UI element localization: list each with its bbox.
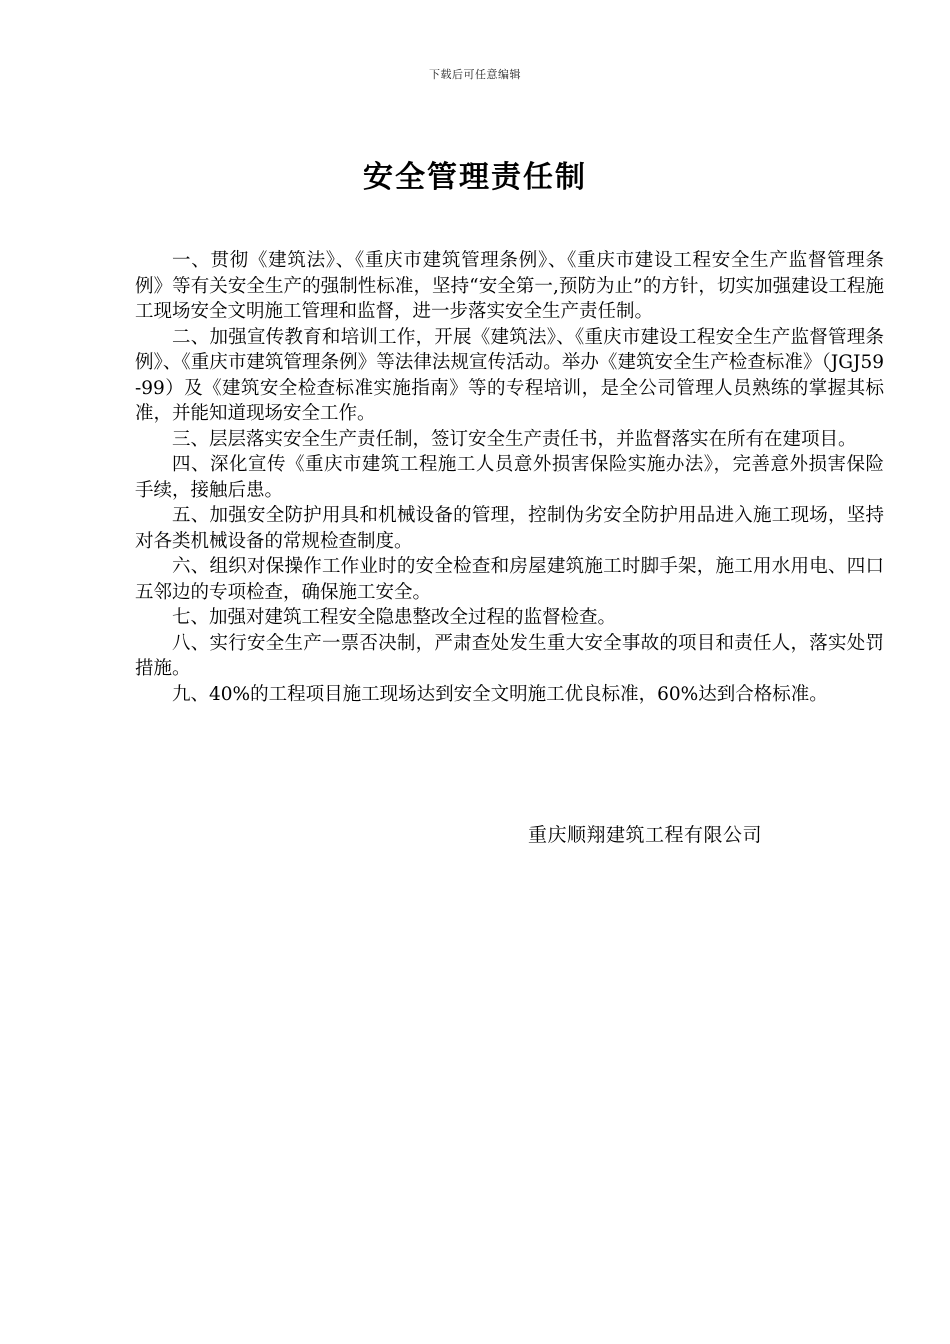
paragraph-7: 七、加强对建筑工程安全隐患整改全过程的监督检查。 — [172, 607, 617, 628]
document-body — [135, 248, 884, 707]
header-note: 下载后可任意编辑 — [429, 68, 521, 81]
paragraph-5: 五、加强安全防护用具和机械设备的管理，控制伪劣安全防护用品进入施工现场，坚持对各类机械设备的常规检查制度。 — [135, 505, 884, 552]
company-signature: 重庆顺翔建筑工程有限公司 — [528, 824, 763, 846]
paragraph-2: 二、加强宣传教育和培训工作，开展《建筑法》、《重庆市建设工程安全生产监督管理条例》、《重庆市建筑管理条例》等法律法规宣传活动。举办《建筑安全生产检查标准》（JGJ59-99）及《建筑安全检查标准实施指南》等的专程培训，是全公司管理人员熟练的掌握其标准，并能知道现场安全工作。 — [135, 326, 884, 424]
paragraph-1: 一、贯彻《建筑法》、《重庆市建筑管理条例》、《重庆市建设工程安全生产监督管理条例》等有关安全生产的强制性标准，坚持“安全第一,预防为止”的方针，切实加强建设工程施工现场安全文明施工管理和监督，进一步落实安全生产责任制。 — [135, 250, 884, 322]
paragraph-4: 四、深化宣传《重庆市建筑工程施工人员意外损害保险实施办法》，完善意外损害保险手续，接触后患。 — [135, 454, 884, 501]
paragraph-3: 三、层层落实安全生产责任制，签订安全生产责任书，并监督落实在所有在建项目。 — [172, 428, 857, 450]
document-title: 安全管理责任制 — [363, 160, 587, 195]
paragraph-9: 九、40%的工程项目施工现场达到安全文明施工优良标准，60%达到合格标准。 — [172, 683, 828, 705]
paragraph-8: 八、实行安全生产一票否决制，严肃查处发生重大安全事故的项目和责任人，落实处罚措施。 — [135, 632, 884, 679]
paragraph-6: 六、组织对保操作工作业时的安全检查和房屋建筑施工时脚手架，施工用水用电、四口五邻边的专项检查，确保施工安全。 — [135, 556, 884, 603]
